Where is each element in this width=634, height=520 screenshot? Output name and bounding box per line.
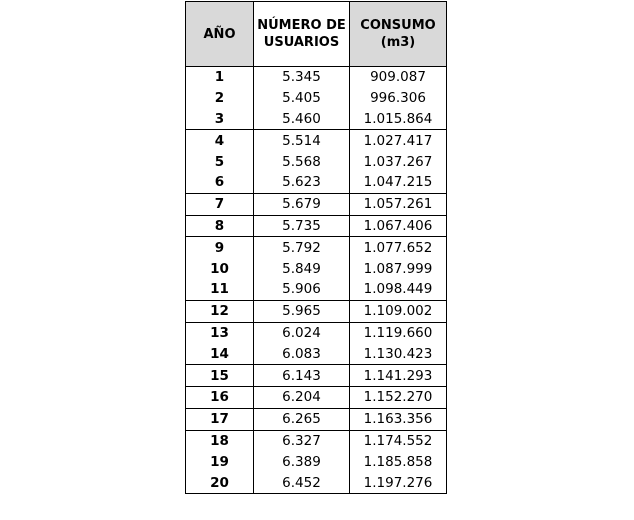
users-cell: 5.792 <box>254 237 350 258</box>
year-cell: 5 <box>186 151 254 172</box>
users-cell: 5.906 <box>254 279 350 300</box>
table-row <box>186 300 447 322</box>
year-cell: 19 <box>186 451 254 472</box>
year-cell: 1 <box>186 67 254 88</box>
consumption-cell: 1.015.864 <box>350 109 447 130</box>
users-cell: 6.143 <box>254 365 350 387</box>
table-row <box>186 151 447 172</box>
year-cell: 15 <box>186 365 254 387</box>
consumption-cell: 1.087.999 <box>350 258 447 279</box>
year-cell: 11 <box>186 279 254 300</box>
users-cell: 5.623 <box>254 172 350 193</box>
header-year: AÑO <box>186 2 254 67</box>
table-row <box>186 472 447 493</box>
table-row <box>186 408 447 430</box>
consumption-cell: 909.087 <box>350 67 447 88</box>
table-row <box>186 109 447 130</box>
year-cell: 13 <box>186 322 254 343</box>
table-row <box>186 279 447 300</box>
users-cell: 5.405 <box>254 88 350 109</box>
consumption-cell: 1.163.356 <box>350 408 447 430</box>
consumption-cell: 1.027.417 <box>350 130 447 151</box>
consumption-cell: 1.174.552 <box>350 430 447 451</box>
header-users: NÚMERO DE USUARIOS <box>254 2 350 67</box>
year-cell: 17 <box>186 408 254 430</box>
consumption-cell: 1.077.652 <box>350 237 447 258</box>
users-cell: 5.568 <box>254 151 350 172</box>
year-cell: 14 <box>186 343 254 364</box>
year-cell: 3 <box>186 109 254 130</box>
table-row <box>186 130 447 151</box>
header-consumption: CONSUMO (m3) <box>350 2 447 67</box>
consumption-cell: 1.141.293 <box>350 365 447 387</box>
table-row <box>186 67 447 88</box>
table-row <box>186 193 447 215</box>
users-cell: 5.460 <box>254 109 350 130</box>
year-cell: 20 <box>186 472 254 493</box>
table-row <box>186 215 447 237</box>
table-row <box>186 451 447 472</box>
users-cell: 6.083 <box>254 343 350 364</box>
year-cell: 6 <box>186 172 254 193</box>
year-cell: 4 <box>186 130 254 151</box>
projection-table-container <box>185 1 447 494</box>
table-row <box>186 172 447 193</box>
table-body <box>186 67 447 494</box>
consumption-projection-table <box>185 1 447 494</box>
table-row <box>186 365 447 387</box>
year-cell: 7 <box>186 193 254 215</box>
table-row <box>186 322 447 343</box>
year-cell: 18 <box>186 430 254 451</box>
consumption-cell: 1.037.267 <box>350 151 447 172</box>
table-row <box>186 258 447 279</box>
table-row <box>186 237 447 258</box>
users-cell: 6.024 <box>254 322 350 343</box>
consumption-cell: 1.130.423 <box>350 343 447 364</box>
table-row <box>186 343 447 364</box>
users-cell: 5.735 <box>254 215 350 237</box>
year-cell: 8 <box>186 215 254 237</box>
users-cell: 5.965 <box>254 300 350 322</box>
year-cell: 9 <box>186 237 254 258</box>
year-cell: 10 <box>186 258 254 279</box>
consumption-cell: 1.057.261 <box>350 193 447 215</box>
consumption-cell: 1.109.002 <box>350 300 447 322</box>
users-cell: 5.514 <box>254 130 350 151</box>
table-row <box>186 430 447 451</box>
year-cell: 2 <box>186 88 254 109</box>
users-cell: 6.265 <box>254 408 350 430</box>
year-cell: 12 <box>186 300 254 322</box>
consumption-cell: 1.185.858 <box>350 451 447 472</box>
users-cell: 6.389 <box>254 451 350 472</box>
users-cell: 5.849 <box>254 258 350 279</box>
table-row <box>186 386 447 408</box>
consumption-cell: 1.067.406 <box>350 215 447 237</box>
consumption-cell: 1.152.270 <box>350 386 447 408</box>
consumption-cell: 1.098.449 <box>350 279 447 300</box>
table-header-row <box>186 2 447 67</box>
table-row <box>186 88 447 109</box>
users-cell: 5.345 <box>254 67 350 88</box>
users-cell: 5.679 <box>254 193 350 215</box>
users-cell: 6.204 <box>254 386 350 408</box>
consumption-cell: 996.306 <box>350 88 447 109</box>
users-cell: 6.327 <box>254 430 350 451</box>
consumption-cell: 1.047.215 <box>350 172 447 193</box>
consumption-cell: 1.197.276 <box>350 472 447 493</box>
users-cell: 6.452 <box>254 472 350 493</box>
year-cell: 16 <box>186 386 254 408</box>
consumption-cell: 1.119.660 <box>350 322 447 343</box>
